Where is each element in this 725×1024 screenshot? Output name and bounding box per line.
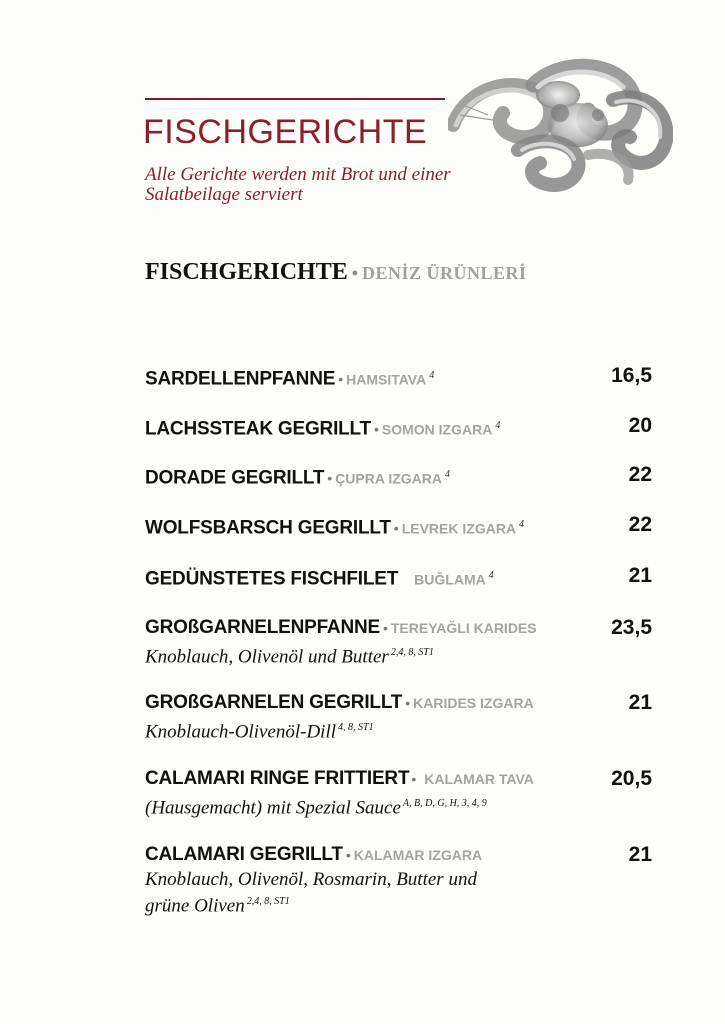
menu-item-line [145, 615, 655, 642]
menu-item-name: WOLFSBARSCH GEGRILLT [145, 517, 391, 539]
menu-item-description-allergens: 4, 8, ST1 [338, 722, 374, 733]
shrimp-illustration-icon [448, 55, 673, 195]
menu-item-description-text: (Hausgemacht) mit Spezial Sauce [145, 797, 401, 819]
menu-item-description-text: Knoblauch, Olivenöl, Rosmarin, Butter und grüne Oliven [145, 869, 477, 917]
menu-item-line [145, 766, 655, 793]
header-divider [145, 98, 445, 100]
menu-item-allergens: 4 [429, 370, 435, 381]
menu-item-description-allergens: 2,4, 8, ST1 [246, 896, 290, 907]
menu-item-separator: • [411, 771, 417, 787]
menu-item [145, 363, 655, 393]
menu-item-price: 21 [628, 564, 652, 587]
section-title: FISCHGERICHTE [145, 259, 348, 285]
page-subtitle: Alle Gerichte werden mit Brot und einer Salatbeilage serviert [145, 164, 451, 205]
menu-item-description [145, 717, 505, 743]
menu-item-price: 16,5 [611, 364, 652, 387]
menu-item-translation: HAMSITAVA [346, 371, 427, 388]
menu-item-translation: LEVREK IZGARA [401, 520, 517, 537]
menu-item-name: GROßGARNELEN GEGRILLT [145, 692, 403, 713]
menu-item-line [145, 462, 655, 492]
menu-item-translation: ÇUPRA IZGARA [335, 470, 442, 487]
menu-item [145, 690, 655, 743]
menu-item-name: CALAMARI GEGRILLT [145, 844, 343, 865]
menu-item-name: GROßGARNELENPFANNE [145, 617, 380, 638]
menu-item-name: CALAMARI RINGE FRITTIERT [145, 768, 410, 789]
menu-item-name: DORADE GEGRILLT [145, 467, 325, 489]
menu-item-separator: • [393, 520, 399, 537]
menu-item-separator: • [373, 421, 379, 438]
section-subtitle: DENİZ ÜRÜNLERİ [362, 263, 527, 283]
menu-item-price: 21 [628, 691, 652, 714]
menu-item [145, 766, 655, 819]
menu-item-separator: • [327, 470, 333, 487]
menu-item-line [145, 413, 655, 443]
menu-item-description [145, 793, 565, 819]
menu-item-separator: • [345, 847, 351, 863]
menu-item-description-allergens: 2,4, 8, ST1 [390, 647, 434, 658]
menu-item-price: 23,5 [611, 616, 652, 639]
menu-item-description [145, 642, 505, 668]
menu-item-translation: TEREYAĞLI KARIDES [390, 620, 537, 636]
menu-item-price: 22 [628, 463, 652, 486]
menu-item-name: SARDELLENPFANNE [145, 368, 336, 390]
menu-item-allergens: 4 [495, 420, 501, 431]
menu-item-translation: KARIDES IZGARA [413, 695, 534, 711]
menu-item [145, 512, 655, 542]
menu-item [145, 563, 655, 593]
menu-item-price: 20 [628, 414, 652, 437]
menu-item-description-allergens: A, B, D, G, H, 3, 4, 9 [402, 798, 487, 809]
section-heading [145, 259, 527, 286]
menu-item-translation: BUĞLAMA [414, 571, 486, 588]
menu-item-translation: SOMON IZGARA [381, 421, 493, 438]
menu-item-price: 21 [628, 843, 652, 866]
menu-item-allergens: 4 [444, 469, 450, 480]
menu-item-description [145, 869, 495, 917]
menu-item-name: LACHSSTEAK GEGRILLT [145, 418, 371, 440]
menu-item-allergens: 4 [488, 570, 494, 581]
menu-item-price: 20,5 [611, 767, 652, 790]
section-separator: • [351, 263, 359, 283]
menu-item-separator: • [405, 695, 411, 711]
menu-item-line [145, 512, 655, 542]
menu-item-translation: KALAMAR IZGARA [353, 847, 483, 863]
menu-item-description-text: Knoblauch-Olivenöl-Dill [145, 721, 337, 743]
menu-item-separator: • [382, 620, 388, 636]
menu-item-price: 22 [628, 513, 652, 536]
menu-item [145, 462, 655, 492]
page-title: FISCHGERICHTE [143, 113, 428, 151]
menu-item-translation: KALAMAR TAVA [424, 771, 534, 787]
menu-item [145, 413, 655, 443]
menu-item-line [145, 363, 655, 393]
menu-item-separator: • [338, 371, 344, 388]
menu-item-allergens: 4 [519, 519, 525, 530]
menu-item-description-text: Knoblauch, Olivenöl und Butter [145, 646, 389, 668]
menu-item [145, 842, 655, 917]
menu-item-name: GEDÜNSTETES FISCHFILET [145, 568, 399, 590]
menu-item [145, 615, 655, 668]
menu-item-line [145, 690, 655, 717]
menu-item-line [145, 842, 655, 869]
menu-item-line [145, 563, 655, 593]
